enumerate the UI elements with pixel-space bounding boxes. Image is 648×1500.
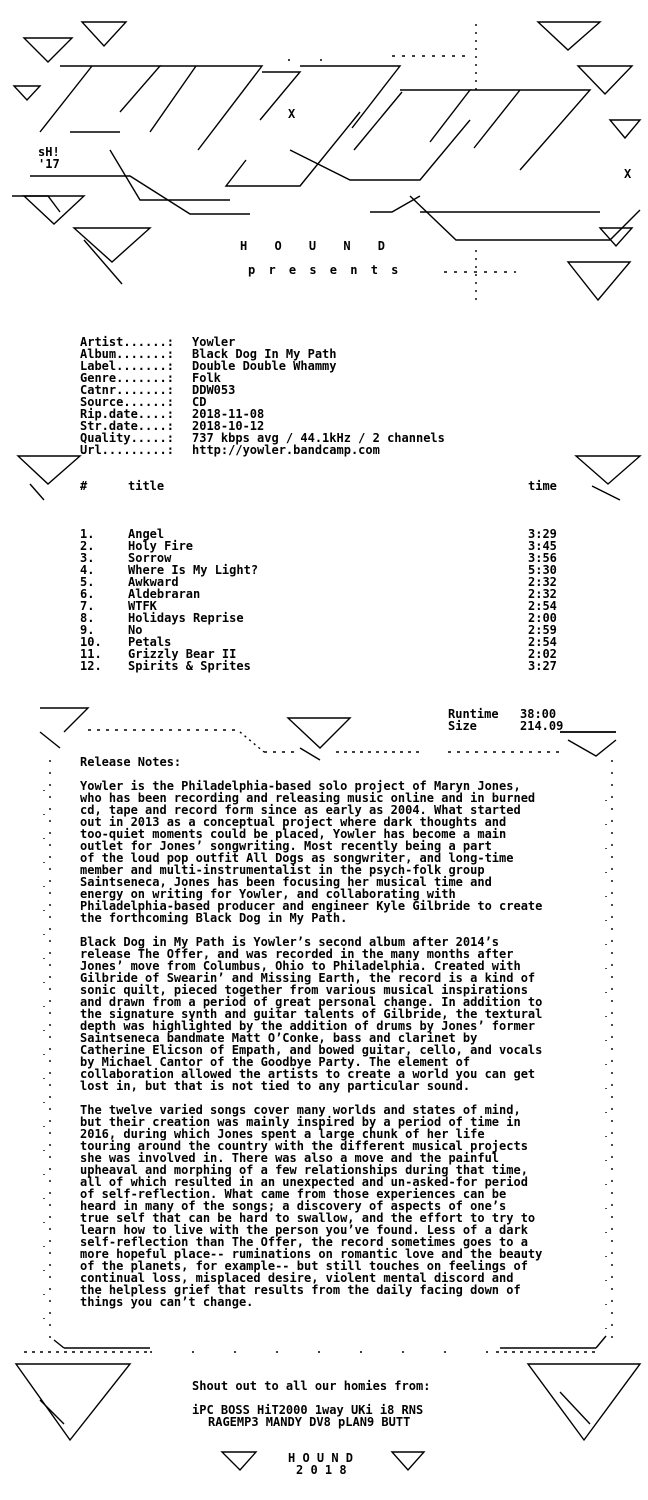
track-title: Awkward [128, 575, 179, 589]
track-time: 2:54 [528, 635, 557, 649]
logo-x-mark: X [288, 107, 296, 121]
info-label: Artist......: [80, 335, 174, 349]
track-time: 2:54 [528, 599, 557, 613]
track-number: 6. [80, 587, 95, 601]
info-value: Yowler [192, 335, 236, 349]
track-title: Holidays Reprise [128, 611, 244, 625]
track-number: 3. [80, 551, 95, 565]
info-value[interactable]: http://yowler.bandcamp.com [192, 443, 380, 457]
info-label: Genre.......: [80, 371, 174, 385]
info-value: DDW053 [192, 383, 236, 397]
track-time: 5:30 [528, 563, 557, 577]
track-time: 2:02 [528, 647, 557, 661]
notes-paragraph: Yowler is the Philadelphia-based solo project of Maryn Jones, who has been recording and releasing music online and in burned cd, tape and record form since as early as 2004. What started out in 2013 as a conceptual project where dark thoughts and too-quiet moments could be placed, Yowler has become a main outlet for Jones’ songwriting. Most recently being a part of the loud pop outfit All Dogs as songwriter, and long-time member and multi-instrumentalist in the psych-folk group Saintseneca, Jones has been focusing her musical time and energy on writing for Yowler, and collaborating with Philadelphia-based producer and engineer Kyle Gilbride to create the forthcoming Black Dog in My Path. [80, 779, 543, 925]
info-value: 737 kbps avg / 44.1kHz / 2 channels [192, 431, 445, 445]
track-number: 2. [80, 539, 95, 553]
tracklist-col-time: time [528, 479, 557, 493]
track-title: Aldebraran [128, 587, 201, 601]
info-value: CD [192, 395, 207, 409]
track-number: 9. [80, 623, 95, 637]
info-label: Label.......: [80, 359, 174, 373]
logo-presents: p r e s e n t s [248, 263, 402, 277]
info-value: 2018-11-08 [192, 407, 265, 421]
track-title: Petals [128, 635, 172, 649]
track-number: 11. [80, 647, 102, 661]
track-time: 2:00 [528, 611, 557, 625]
track-title: Holy Fire [128, 539, 194, 553]
track-time: 3:27 [528, 659, 557, 673]
track-number: 4. [80, 563, 95, 577]
notes-paragraph: The twelve varied songs cover many worlds and states of mind, but their creation was mainly inspired by a period of time in 2016, during which Jones spent a large chunk of her life touring around the country with the different musical projects she was involved in. There was also a move and the painful upheaval and morphing of a few relationships during that time, all of which resulted in an unexpected and un-asked-for period of self-reflection. What came from those experiences can be heard in many of the songs; a discovery of aspects of one’s true self that can be hard to swallow, and the effort to try to learn how to live with the person you’ve found. Less of a dark self-reflection than The Offer, the record sometimes goes to a more hopeful place-- ruminations on romantic love and the beauty of the planets, for example-- but still touches on feelings of continual loss, misplaced desire, violent mental discord and the helpless grief that results from the daily facing down of things you can’t change. [80, 1103, 543, 1309]
info-label: Str.date....: [80, 419, 174, 433]
groups-line-1: iPC BOSS HiT2000 1way UKi i8 RNS [192, 1403, 424, 1417]
runtime-label: Runtime [448, 707, 499, 721]
tracklist-col-num: # [80, 479, 88, 493]
info-value: Black Dog In My Path [192, 347, 337, 361]
tracklist-col-title: title [128, 479, 165, 493]
track-title: Angel [128, 527, 165, 541]
info-label: Catnr.......: [80, 383, 174, 397]
notes-heading: Release Notes: [80, 755, 182, 769]
info-value: Folk [192, 371, 221, 385]
signature-year: 2 0 1 8 [296, 1463, 347, 1477]
runtime-value: 38:00 [520, 707, 557, 721]
track-time: 2:32 [528, 575, 557, 589]
size-label: Size [448, 719, 477, 733]
info-label: Url.........: [80, 443, 174, 457]
track-title: Grizzly Bear II [128, 647, 237, 661]
track-time: 2:32 [528, 587, 557, 601]
info-label: Quality.....: [80, 431, 174, 445]
track-title: Where Is My Light? [128, 563, 259, 577]
info-value: 2018-10-12 [192, 419, 265, 433]
info-label: Album.......: [80, 347, 174, 361]
size-value: 214.09 [520, 719, 564, 733]
track-number: 7. [80, 599, 95, 613]
track-number: 5. [80, 575, 95, 589]
info-value: Double Double Whammy [192, 359, 337, 373]
track-time: 2:59 [528, 623, 557, 637]
logo-x-mark-right: X [624, 167, 632, 181]
track-number: 12. [80, 659, 102, 673]
track-title: Spirits & Sprites [128, 659, 251, 673]
logo-tag: sH! '17 [38, 145, 60, 171]
groups-line-2: RAGEMP3 MANDY DV8 pLAN9 BUTT [208, 1415, 411, 1429]
track-number: 8. [80, 611, 95, 625]
track-time: 3:56 [528, 551, 557, 565]
track-number: 1. [80, 527, 95, 541]
logo-group-name: H O U N D [240, 239, 396, 253]
signature-name: H O U N D [288, 1451, 354, 1465]
track-title: WTFK [128, 599, 157, 613]
info-label: Source......: [80, 395, 174, 409]
info-label: Rip.date....: [80, 407, 174, 421]
shoutout-line: Shout out to all our homies from: [192, 1379, 431, 1393]
track-title: No [128, 623, 143, 637]
track-title: Sorrow [128, 551, 172, 565]
notes-paragraph: Black Dog in My Path is Yowler’s second album after 2014’s release The Offer, and was recorded in the many months after Jones’ move from Columbus, Ohio to Philadelphia. Created with Gilbride of Swearin’ and Missing Earth, the record is a kind of sonic quilt, pieced together from various musical inspirations and drawn from a period of great personal change. In addition to the signature synth and guitar talents of Gilbride, the textural depth was highlighted by the addition of drums by Jones’ former Saintseneca bandmate Matt O’Conke, bass and clarinet by Catherine Elicson of Empath, and bowed guitar, cello, and vocals by Michael Cantor of the Goodbye Party. The element of collaboration allowed the artists to create a world you can get lost in, but that is not tied to any particular sound. [80, 935, 543, 1093]
track-time: 3:45 [528, 539, 557, 553]
track-time: 3:29 [528, 527, 557, 541]
track-number: 10. [80, 635, 102, 649]
